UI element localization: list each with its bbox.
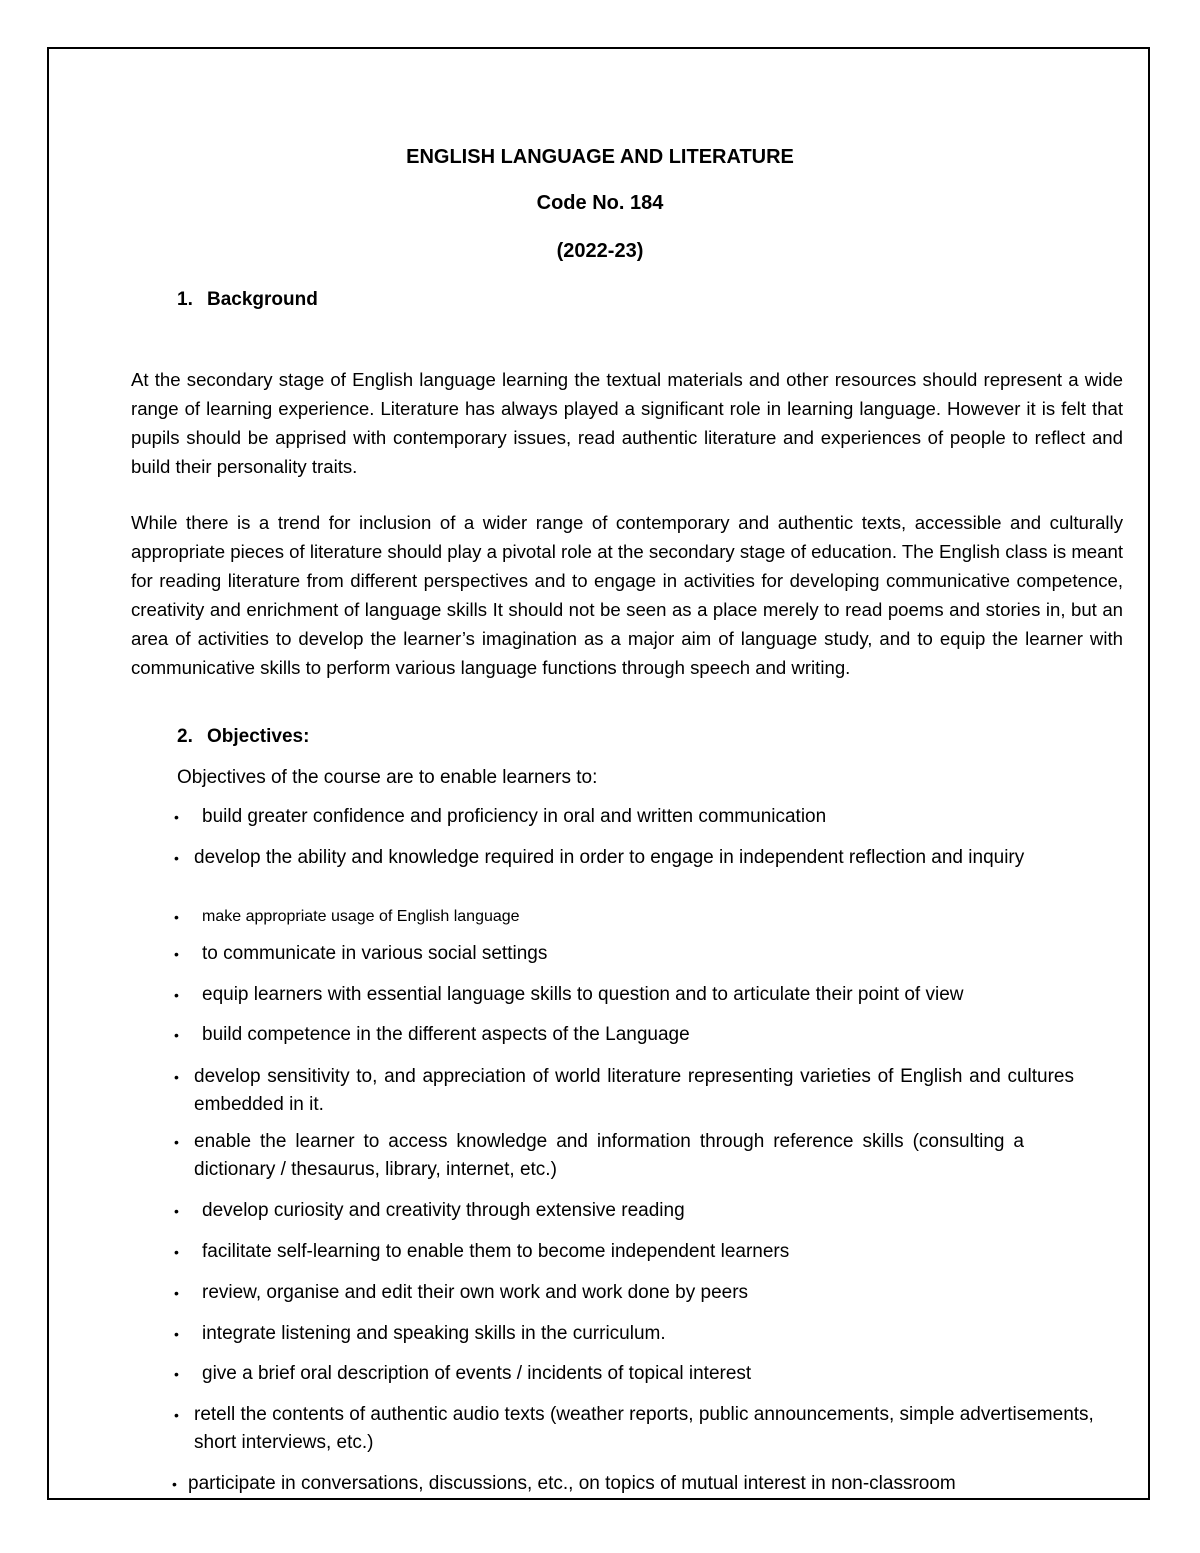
list-item-text: to communicate in various social settings xyxy=(202,943,548,964)
bullet-icon: • xyxy=(174,946,179,962)
list-item xyxy=(174,1063,1074,1119)
list-item xyxy=(174,1360,1104,1388)
objectives-intro: Objectives of the course are to enable learners to: xyxy=(177,767,598,788)
list-item-text: develop sensitivity to, and appreciation of world literature representing varieties of English and cultures embedded in it. xyxy=(194,1066,1074,1115)
list-item xyxy=(174,1021,1104,1049)
bullet-icon: • xyxy=(174,1027,179,1043)
list-item xyxy=(174,1197,1104,1225)
list-item-text: review, organise and edit their own work and work done by peers xyxy=(202,1282,749,1303)
list-item-text: enable the learner to access knowledge and information through reference skills (consulting a dictionary / thesaurus, library, internet, etc.) xyxy=(194,1131,1024,1180)
list-item-text: give a brief oral description of events / incidents of topical interest xyxy=(202,1363,752,1384)
list-item xyxy=(174,905,1104,929)
section-heading-text: Background xyxy=(207,289,318,310)
bullet-icon: • xyxy=(174,1069,179,1085)
list-item xyxy=(174,1401,1104,1457)
bullet-icon: • xyxy=(174,1244,179,1260)
section-background-heading xyxy=(177,288,318,312)
section-heading-text: Objectives: xyxy=(207,726,310,747)
bullet-icon: • xyxy=(174,909,179,925)
list-item-text: build greater confidence and proficiency in oral and written communication xyxy=(202,806,827,827)
academic-year: (2022-23) xyxy=(556,240,644,262)
section-objectives-heading xyxy=(177,725,309,749)
bullet-icon: • xyxy=(174,1326,179,1342)
bullet-icon: • xyxy=(174,1407,179,1423)
list-item xyxy=(174,803,1104,831)
list-item xyxy=(172,1470,1132,1498)
list-item xyxy=(174,844,1104,872)
document-title: ENGLISH LANGUAGE AND LITERATURE xyxy=(406,146,794,168)
list-item xyxy=(174,940,1104,968)
list-item-text: facilitate self-learning to enable them to become independent learners xyxy=(202,1241,790,1262)
code-number: Code No. 184 xyxy=(536,192,664,214)
list-item-text: retell the contents of authentic audio texts (weather reports, public announcements, simple advertisements, short interviews, etc.) xyxy=(194,1404,1094,1453)
list-item xyxy=(174,981,1104,1009)
bullet-icon: • xyxy=(172,1476,177,1492)
list-item-text: build competence in the different aspects of the Language xyxy=(202,1024,690,1045)
list-item-text: develop the ability and knowledge required in order to engage in independent reflection and inquiry xyxy=(194,847,1025,868)
bullet-icon: • xyxy=(174,1285,179,1301)
background-paragraph-2: While there is a trend for inclusion of a wider range of contemporary and authentic texts, accessible and culturally appropriate pieces of literature should play a pivotal role at the secondary stage of education. The English class is meant for reading literature from different perspectives and to engage in activities for developing communicative competence, creativity and enrichment of language skills It should not be seen as a place merely to read poems and stories in, but an area of activities to develop the learner’s imagination as a major aim of language study, and to equip the learner with communicative skills to perform various language functions through speech and writing. xyxy=(131,512,1123,678)
bullet-icon: • xyxy=(174,809,179,825)
list-item-text: equip learners with essential language skills to question and to articulate their point of view xyxy=(202,984,964,1005)
bullet-icon: • xyxy=(174,1366,179,1382)
bullet-icon: • xyxy=(174,850,179,866)
list-item xyxy=(174,1128,1024,1184)
list-item xyxy=(174,1279,1104,1307)
list-item xyxy=(174,1238,1104,1266)
bullet-icon: • xyxy=(174,1134,179,1150)
list-item-text: develop curiosity and creativity through extensive reading xyxy=(202,1200,685,1221)
bullet-icon: • xyxy=(174,987,179,1003)
list-item-text: make appropriate usage of English language xyxy=(202,908,520,925)
list-item xyxy=(174,1320,1104,1348)
background-paragraph-1: At the secondary stage of English language learning the textual materials and other resources should represent a wide range of learning experience. Literature has always played a significant role in learning language. However it is felt that pupils should be apprised with contemporary issues, read authentic literature and experiences of people to reflect and build their personality traits. xyxy=(131,369,1123,477)
section-number: 1. xyxy=(177,289,193,310)
section-number: 2. xyxy=(177,726,193,747)
bullet-icon: • xyxy=(174,1203,179,1219)
list-item-text: integrate listening and speaking skills in the curriculum. xyxy=(202,1323,666,1344)
list-item-text: participate in conversations, discussions, etc., on topics of mutual interest in non-classroom xyxy=(188,1473,956,1494)
